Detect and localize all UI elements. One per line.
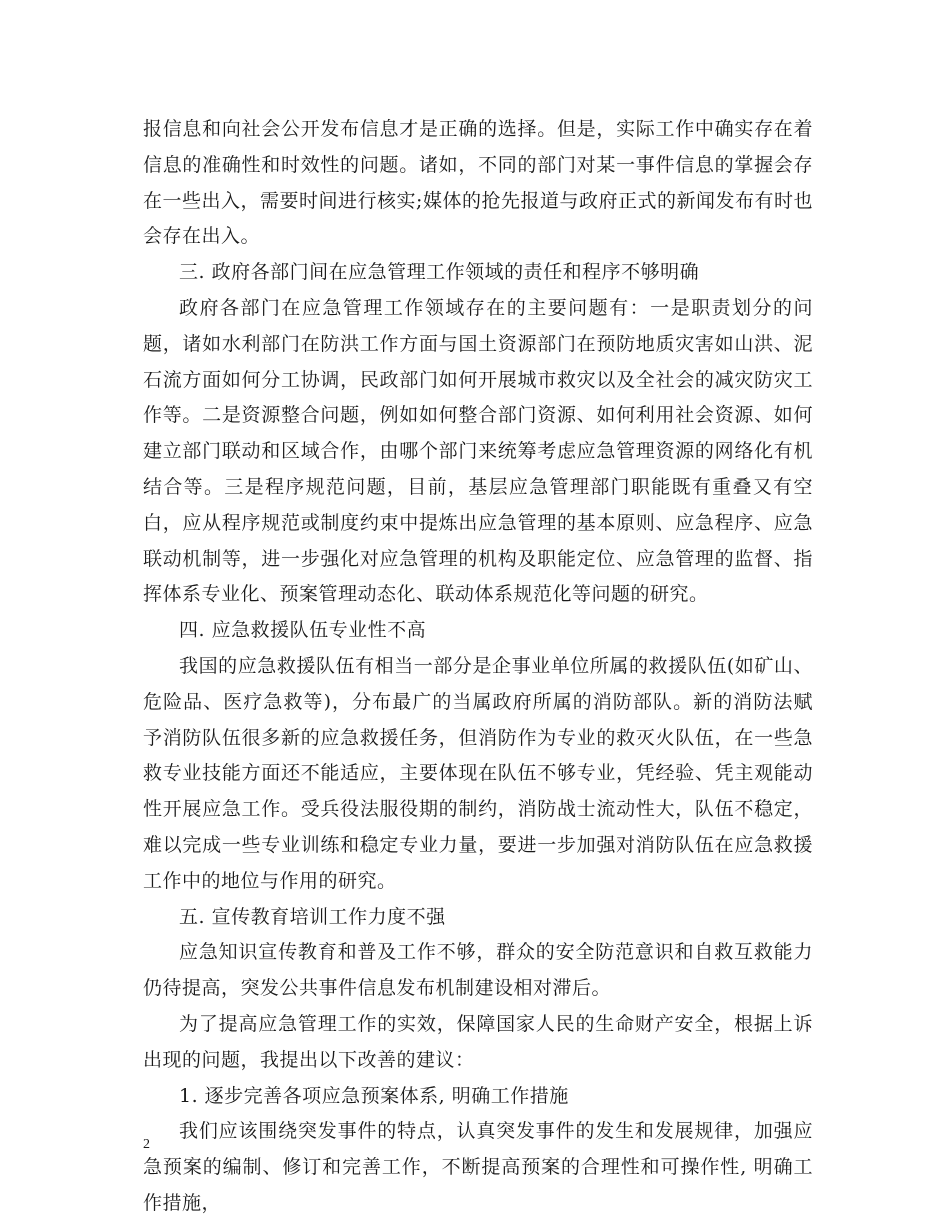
section-heading-4: 四. 应急救援队伍专业性不高 — [179, 619, 427, 642]
paragraph-body: 我们应该围绕突发事件的特点，认真突发事件的发生和发展规律，加强应急预案的编制、修订和完善工作，不断提高预案的合理性和可操作性, 明确工作措施， — [143, 1120, 813, 1214]
section-heading-5: 五. 宣传教育培训工作力度不强 — [179, 905, 446, 928]
paragraph-continuation: 报信息和向社会公开发布信息才是正确的选择。但是，实际工作中确实存在着信息的准确性和时效性的问题。诸如，不同的部门对某一事件信息的掌握会存在一些出入，需要时间进行核实;媒体的抢先报道与政府正式的新闻发布有时也会存在出入。 — [143, 118, 813, 248]
paragraph-body: 为了提高应急管理工作的实效，保障国家人民的生命财产安全，根据上诉出现的问题，我提出以下改善的建议： — [143, 1012, 813, 1071]
section-heading-3: 三. 政府各部门间在应急管理工作领域的责任和程序不够明确 — [179, 261, 700, 284]
paragraph-body: 我国的应急救援队伍有相当一部分是企事业单位所属的救援队伍(如矿山、危险品、医疗急救等)，分布最广的当属政府所属的消防部队。新的消防法赋予消防队伍很多新的应急救援任务，但消防作为专业的救灭火队伍，在一些急救专业技能方面还不能适应，主要体现在队伍不够专业，凭经验、凭主观能动性开展应急工作。受兵役法服役期的制约，消防战士流动性大，队伍不稳定，难以完成一些专业训练和稳定专业力量，要进一步加强对消防队伍在应急救援工作中的地位与作用的研究。 — [143, 654, 813, 892]
paragraph-body: 应急知识宣传教育和普及工作不够，群众的安全防范意识和自救互救能力仍待提高，突发公共事件信息发布机制建设相对滞后。 — [143, 941, 813, 1000]
page-number: 2 — [143, 1137, 150, 1152]
document-body — [143, 112, 813, 1222]
paragraph-body: 政府各部门在应急管理工作领域存在的主要问题有：一是职责划分的问题，诸如水利部门在防洪工作方面与国土资源部门在预防地质灾害如山洪、泥石流方面如何分工协调，民政部门如何开展城市救灾以及全社会的减灾防灾工作等。二是资源整合问题，例如如何整合部门资源、如何利用社会资源、如何建立部门联动和区域合作，由哪个部门来统筹考虑应急管理资源的网络化有机结合等。三是程序规范问题，目前，基层应急管理部门职能既有重叠又有空白，应从程序规范或制度约束中提炼出应急管理的基本原则、应急程序、应急联动机制等，进一步强化对应急管理的机构及职能定位、应急管理的监督、指挥体系专业化、预案管理动态化、联动体系规范化等问题的研究。 — [143, 296, 813, 606]
subsection-heading-1: 1. 逐步完善各项应急预案体系, 明确工作措施 — [179, 1084, 569, 1107]
